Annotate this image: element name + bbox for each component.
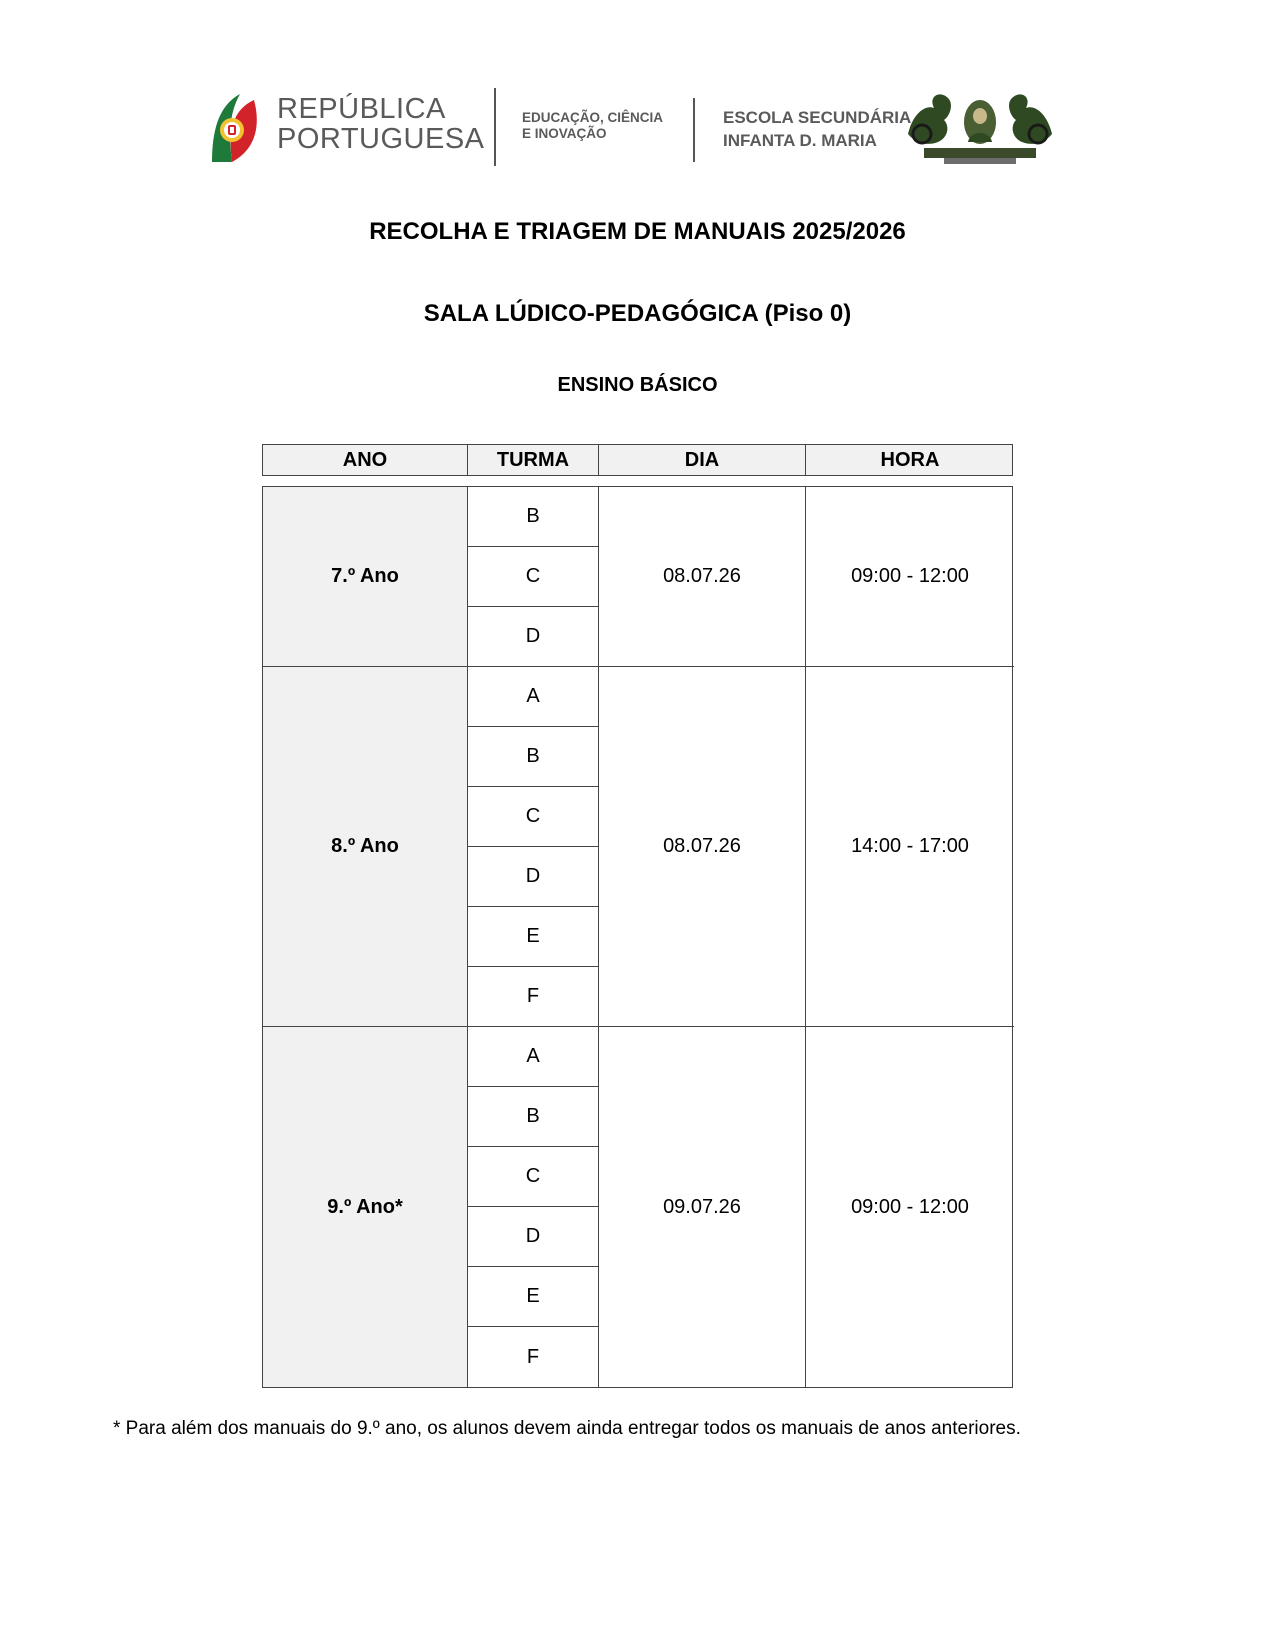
schedule-table	[262, 444, 1013, 1388]
class-cell: B	[468, 727, 599, 787]
republica-line-2: PORTUGUESA	[277, 123, 485, 155]
school-line-2: INFANTA D. MARIA	[723, 131, 877, 150]
republica-line-1: REPÚBLICA	[277, 93, 446, 125]
class-cell: B	[468, 487, 599, 547]
column-header-ano: ANO	[263, 445, 468, 475]
republica-emblem-icon	[210, 92, 262, 164]
table-spacer	[262, 476, 1013, 486]
republica-logo-text	[277, 94, 485, 154]
room-subtitle: SALA LÚDICO-PEDAGÓGICA (Piso 0)	[423, 300, 852, 327]
class-cell: B	[468, 1087, 599, 1147]
class-cell: D	[468, 847, 599, 907]
school-logo-text	[723, 106, 911, 152]
column-header-hora: HORA	[880, 448, 940, 471]
class-cell: C	[468, 547, 599, 607]
year-cell: 8.º Ano	[263, 667, 468, 1027]
page-header	[0, 0, 1275, 200]
ministry-line-1: EDUCAÇÃO, CIÊNCIA	[522, 110, 664, 125]
level-subtitle: ENSINO BÁSICO	[557, 374, 718, 396]
column-header-turma: TURMA	[468, 445, 599, 475]
school-crest-icon	[904, 86, 1056, 166]
logo-divider	[494, 88, 496, 166]
class-cell: E	[468, 1267, 599, 1327]
class-cell: F	[468, 1327, 599, 1387]
time-cell: 14:00 - 17:00	[806, 667, 1014, 1027]
class-cell: A	[468, 1027, 599, 1087]
class-cell: C	[468, 787, 599, 847]
logo-divider	[693, 98, 695, 162]
time-cell: 09:00 - 12:00	[806, 487, 1014, 667]
ministry-logo-text	[522, 110, 663, 142]
class-cell: C	[468, 1147, 599, 1207]
page-title: RECOLHA E TRIAGEM DE MANUAIS 2025/2026	[369, 218, 906, 245]
class-cell: E	[468, 907, 599, 967]
footnote: * Para além dos manuais do 9.º ano, os alunos devem ainda entregar todos os manuais de anos anteriores.	[113, 1418, 1021, 1439]
column-header-dia: DIA	[599, 445, 806, 475]
day-cell: 08.07.26	[599, 667, 806, 1027]
ministry-line-2: E INOVAÇÃO	[522, 126, 607, 141]
class-cell: D	[468, 607, 599, 667]
year-cell: 9.º Ano*	[263, 1027, 468, 1387]
year-cell: 7.º Ano	[263, 487, 468, 667]
day-cell: 09.07.26	[599, 1027, 806, 1387]
class-cell: F	[468, 967, 599, 1027]
day-cell: 08.07.26	[599, 487, 806, 667]
school-line-1: ESCOLA SECUNDÁRIA	[723, 108, 912, 127]
class-cell: A	[468, 667, 599, 727]
class-cell: D	[468, 1207, 599, 1267]
table-header-row	[262, 444, 1013, 476]
time-cell: 09:00 - 12:00	[851, 1195, 969, 1218]
table-body	[262, 486, 1013, 1388]
